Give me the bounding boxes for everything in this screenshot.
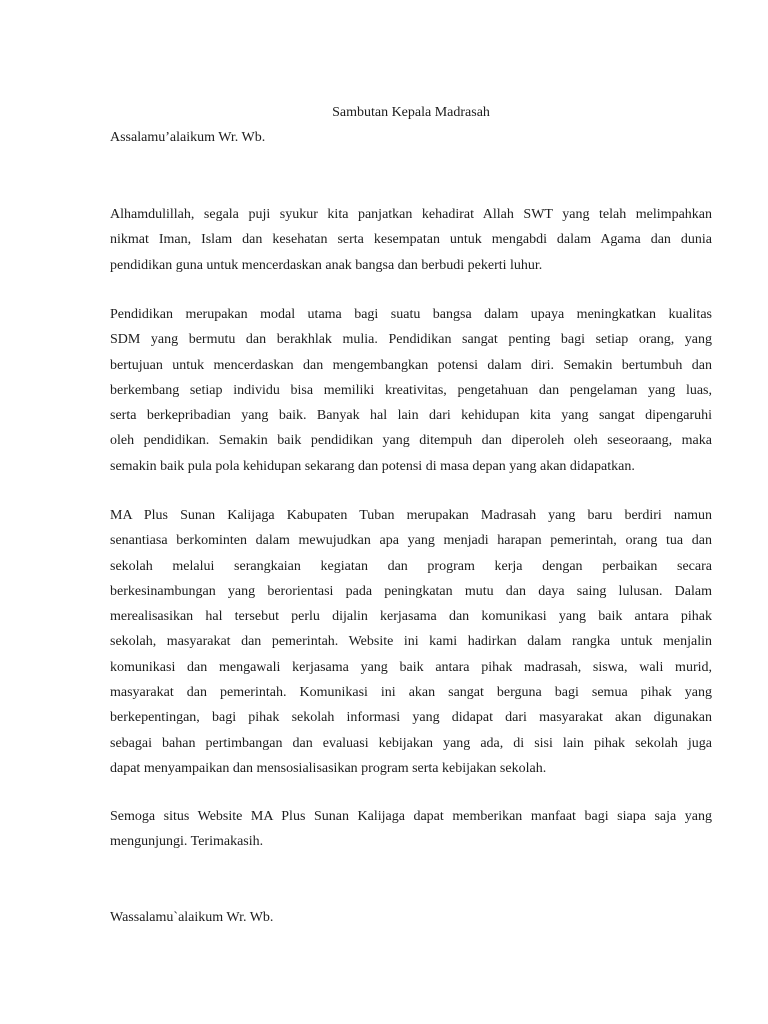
paragraph-line: Semoga situs Website MA Plus Sunan Kalijaga dapat memberikan manfaat bagi siapa saja yang bbox=[110, 809, 712, 824]
paragraph-line: MA Plus Sunan Kalijaga Kabupaten Tuban merupakan Madrasah yang baru berdiri namun bbox=[110, 508, 712, 523]
paragraph-line: berkesinambungan yang berorientasi pada peningkatan mutu dan daya saing lulusan. Dalam bbox=[110, 583, 712, 599]
paragraph-line: pendidikan guna untuk mencerdaskan anak bangsa dan berbudi pekerti luhur. bbox=[110, 257, 543, 273]
closing: Wassalamu`alaikum Wr. Wb. bbox=[110, 910, 274, 925]
paragraph-line: berkepentingan, bagi pihak sekolah informasi yang didapat dari masyarakat akan digunakan bbox=[110, 710, 712, 726]
paragraph-line: masyarakat dan pemerintah. Komunikasi ini akan sangat berguna bagi semua pihak yang bbox=[110, 685, 712, 701]
greeting: Assalamu’alaikum Wr. Wb. bbox=[110, 130, 266, 145]
paragraph-line: serta berkepribadian yang baik. Banyak hal lain dari kehidupan kita yang sangat dipengaruhi bbox=[110, 408, 712, 424]
paragraph-line: komunikasi dan mengawali kerjasama yang baik antara pihak madrasah, siswa, wali murid, bbox=[110, 659, 712, 675]
paragraph-line: Alhamdulillah, segala puji syukur kita panjatkan kehadirat Allah SWT yang telah melimpahkan bbox=[110, 207, 712, 222]
paragraph-line: sekolah, masyarakat dan pemerintah. Website ini kami hadirkan dalam rangka untuk menjalin bbox=[110, 634, 712, 650]
paragraph-line: dapat menyampaikan dan mensosialisasikan program serta kebijakan sekolah. bbox=[110, 760, 547, 776]
paragraph-line: oleh pendidikan. Semakin baik pendidikan yang ditempuh dan diperoleh oleh seseoraang, maka bbox=[110, 433, 712, 449]
document-title: Sambutan Kepala Madrasah bbox=[332, 105, 490, 120]
paragraph-line: merealisasikan hal tersebut perlu dijalin kerjasama dan komunikasi yang baik antara pihak bbox=[110, 609, 712, 625]
paragraph-line: SDM yang bermutu dan berakhlak mulia. Pendidikan sangat penting bagi setiap orang, yang bbox=[110, 332, 712, 348]
paragraph-line: Pendidikan merupakan modal utama bagi suatu bangsa dalam upaya meningkatkan kualitas bbox=[110, 307, 712, 322]
paragraph-line: bertujuan untuk mencerdaskan dan mengembangkan potensi dalam diri. Semakin bertumbuh dan bbox=[110, 357, 712, 373]
paragraph-line: sekolah melalui serangkaian kegiatan dan program kerja dengan perbaikan secara bbox=[110, 558, 712, 574]
paragraph-line: berkembang setiap individu bisa memiliki kreativitas, pengetahuan dan pengelaman yang luas, bbox=[110, 382, 712, 398]
paragraph-1 bbox=[110, 202, 712, 278]
paragraph-4 bbox=[110, 804, 712, 855]
paragraph-2 bbox=[110, 302, 712, 479]
paragraph-line: semakin baik pula pola kehidupan sekarang dan potensi di masa depan yang akan didapatkan. bbox=[110, 458, 635, 474]
paragraph-line: sebagai bahan pertimbangan dan evaluasi kebijakan yang ada, di sisi lain pihak sekolah juga bbox=[110, 735, 712, 751]
paragraph-line: senantiasa berkominten dalam mewujudkan apa yang menjadi harapan pemerintah, orang tua dan bbox=[110, 533, 712, 549]
paragraph-line: mengunjungi. Terimakasih. bbox=[110, 834, 264, 850]
paragraph-3 bbox=[110, 503, 712, 781]
paragraph-line: nikmat Iman, Islam dan kesehatan serta kesempatan untuk mengabdi dalam Agama dan dunia bbox=[110, 232, 712, 248]
